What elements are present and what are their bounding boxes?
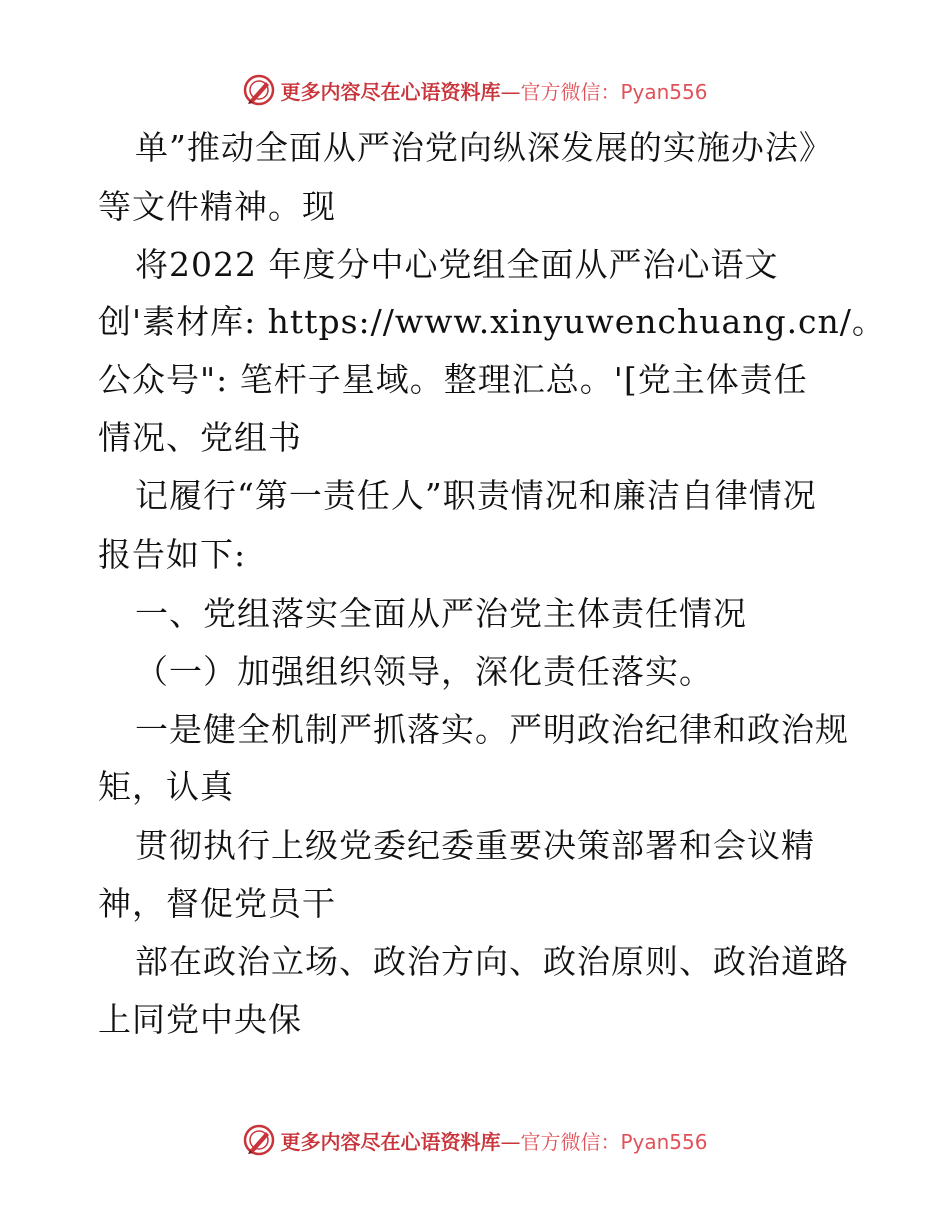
section-heading: 一、党组落实全面从严治党主体责任情况 <box>135 594 747 633</box>
banner-title: 更多内容尽在心语资料库 <box>280 1129 501 1154</box>
subsection-heading: （一）加强组织领导，深化责任落实。 <box>135 652 713 691</box>
text-line: 将2022 年度分中心党组全面从严治心语文 <box>135 245 779 284</box>
banner-wechat: 官方微信：Pyan556 <box>520 79 708 104</box>
banner-separator: — <box>500 1129 521 1154</box>
text-line: 上同党中央保 <box>98 1000 302 1039</box>
text-line: 矩，认真 <box>98 767 234 806</box>
text-line: 一是健全机制严抓落实。严明政治纪律和政治规 <box>135 710 849 749</box>
banner-title: 更多内容尽在心语资料库 <box>280 79 501 104</box>
text-line: 公众号": 笔杆子星域。整理汇总。'[党主体责任 <box>98 360 808 399</box>
banner-wechat: 官方微信：Pyan556 <box>520 1129 708 1154</box>
text-line: 单”推动全面从严治党向纵深发展的实施办法》 <box>135 128 833 167</box>
text-line: 创'素材库: https://www.xinyuwenchuang.cn/。 <box>98 302 886 341</box>
text-line: 神，督促党员干 <box>98 884 336 923</box>
footer-banner-text <box>280 1126 707 1155</box>
text-line: 部在政治立场、政治方向、政治原则、政治道路 <box>135 942 849 981</box>
footer-banner <box>0 1120 950 1160</box>
header-banner <box>0 70 950 110</box>
text-line: 报告如下: <box>98 535 247 574</box>
pen-logo-icon <box>242 1123 276 1157</box>
header-banner-text <box>280 76 707 105</box>
text-line: 情况、党组书 <box>98 418 302 457</box>
banner-separator: — <box>500 79 521 104</box>
text-line: 等文件精神。现 <box>98 187 336 226</box>
text-line: 记履行“第一责任人”职责情况和廉洁自律情况 <box>135 476 817 515</box>
pen-logo-icon <box>242 73 276 107</box>
text-line: 贯彻执行上级党委纪委重要决策部署和会议精 <box>135 826 815 865</box>
